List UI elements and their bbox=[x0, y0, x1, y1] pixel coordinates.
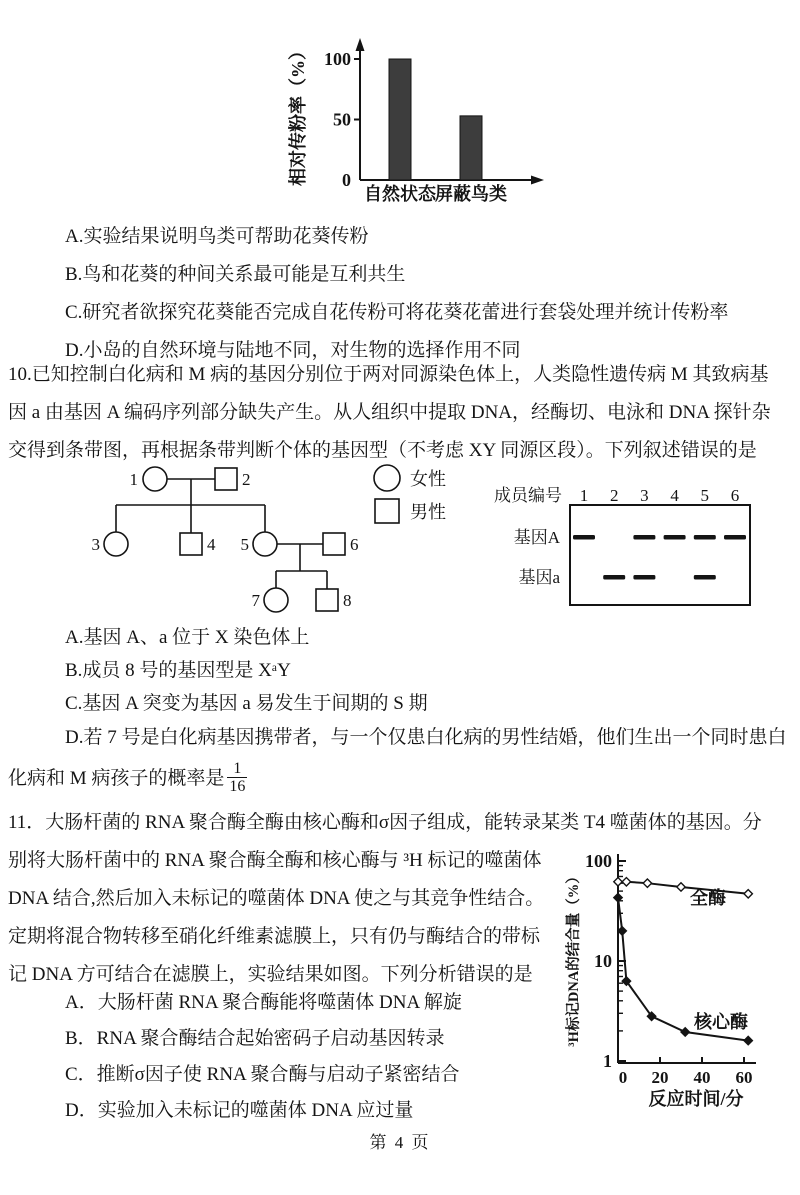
svg-text:2: 2 bbox=[242, 470, 251, 489]
y-tick-label: 100 bbox=[585, 851, 612, 871]
q10-stem-line: 因 a 由基因 A 编码序列部分缺失产生。从人组织中提取 DNA，经酶切、电泳和 DNA 探针杂 bbox=[8, 402, 771, 423]
y-axis-label: ³H标记DNA的结合量（%） bbox=[566, 869, 582, 1047]
fraction-1-16 bbox=[227, 760, 247, 796]
svg-text:4: 4 bbox=[207, 535, 216, 554]
svg-text:5: 5 bbox=[240, 535, 249, 554]
q11-stem-line: 定期将混合物转移至硝化纤维素滤膜上，只有仍与酶结合的带标 bbox=[8, 926, 541, 947]
q10-stem-line: 10.已知控制白化病和 M 病的基因分别位于两对同源染色体上，人类隐性遗传病 M 其致病基 bbox=[8, 364, 769, 385]
pedigree-member-4-male bbox=[180, 533, 202, 555]
x-category-label: 自然状态 bbox=[364, 184, 436, 204]
q10-option-d-continuation bbox=[8, 756, 794, 802]
question-10-options bbox=[8, 621, 794, 802]
q9-option-a: A.实验结果说明鸟类可帮助花葵传粉 bbox=[65, 226, 369, 247]
q9-option-b: B.鸟和花葵的种间关系最可能是互利共生 bbox=[65, 264, 406, 285]
pedigree-member-1-female bbox=[143, 467, 167, 491]
y-tick-label: 50 bbox=[333, 109, 351, 130]
filled-diamond-marker bbox=[618, 927, 626, 935]
y-tick-label: 0 bbox=[342, 170, 351, 190]
gel-band bbox=[724, 535, 746, 540]
x-axis-arrow bbox=[531, 176, 544, 185]
q11-stem-line: 别将大肠杆菌中的 RNA 聚合酶全酶和核心酶与 ³H 标记的噬菌体 bbox=[8, 850, 542, 871]
enzyme-binding-line-chart bbox=[556, 838, 800, 1114]
gel-row-label-gene-a: 基因a bbox=[518, 568, 560, 587]
gel-lane-number: 5 bbox=[700, 486, 710, 505]
svg-text:8: 8 bbox=[343, 591, 352, 610]
gel-lane-number: 3 bbox=[640, 486, 649, 505]
question-9-options bbox=[8, 218, 794, 370]
pedigree-legend bbox=[374, 465, 446, 523]
pedigree-member-6-male bbox=[323, 533, 345, 555]
q11-option-d: D．实验加入未标记的噬菌体 DNA 应过量 bbox=[65, 1100, 414, 1121]
y-tick-label: 100 bbox=[324, 49, 351, 69]
q11-stem-line: 11．大肠杆菌的 RNA 聚合酶全酶由核心酶和σ因子组成，能转录某类 T4 噬菌体的基因。分 bbox=[8, 812, 762, 833]
open-diamond-marker bbox=[622, 878, 630, 886]
gel-band-diagram bbox=[480, 478, 780, 618]
gel-row-label-gene-A: 基因A bbox=[513, 528, 560, 547]
q11-option-c: C．推断σ因子使 RNA 聚合酶与启动子紧密结合 bbox=[65, 1064, 460, 1085]
question-10-stem bbox=[8, 356, 798, 470]
svg-text:3: 3 bbox=[91, 535, 100, 554]
q10-stem-line: 交得到条带图，再根据条带判断个体的基因型（不考虑 XY 同源区段）。下列叙述错误的是 bbox=[8, 440, 757, 461]
svg-text:6: 6 bbox=[350, 535, 359, 554]
series-label-全酶: 全酶 bbox=[690, 888, 726, 908]
gel-header-label: 成员编号 bbox=[494, 486, 562, 505]
svg-text:7: 7 bbox=[251, 591, 260, 610]
question-11-options bbox=[8, 985, 556, 1129]
pedigree-diagram bbox=[80, 462, 480, 630]
pedigree-member-8-male bbox=[316, 589, 338, 611]
pedigree-member-7-female bbox=[264, 588, 288, 612]
q10-option-d-cont-text: 化病和 M 病孩子的概率是 bbox=[8, 768, 225, 789]
q9-option-c: C.研究者欲探究花葵能否完成自花传粉可将花葵花蕾进行套袋处理并统计传粉率 bbox=[65, 302, 729, 323]
pedigree-member-3-female bbox=[104, 532, 128, 556]
q10-option-a: A.基因 A、a 位于 X 染色体上 bbox=[65, 627, 310, 648]
open-diamond-marker bbox=[744, 890, 752, 898]
pedigree-member-2-male bbox=[215, 468, 237, 490]
fraction-denominator: 16 bbox=[229, 778, 246, 796]
gel-lane-number: 2 bbox=[609, 486, 619, 505]
x-tick-label: 20 bbox=[651, 1068, 669, 1087]
fraction-numerator: 1 bbox=[233, 759, 242, 777]
x-tick-label: 60 bbox=[735, 1068, 753, 1087]
legend-female-label: 女性 bbox=[410, 469, 446, 489]
page-number: 第 4 页 bbox=[369, 1133, 431, 1152]
open-diamond-marker bbox=[643, 879, 651, 887]
open-diamond-marker bbox=[614, 878, 622, 886]
legend-male-label: 男性 bbox=[410, 502, 446, 522]
gel-band bbox=[694, 575, 716, 580]
y-tick-label: 1 bbox=[603, 1051, 612, 1071]
bar-自然状态 bbox=[389, 59, 411, 180]
gel-lane-number: 4 bbox=[670, 486, 679, 505]
filled-diamond-marker bbox=[744, 1036, 752, 1044]
x-category-label: 屏蔽鸟类 bbox=[435, 184, 507, 204]
gel-lane-number: 6 bbox=[730, 486, 740, 505]
pollination-bar-chart bbox=[288, 34, 570, 222]
gel-band bbox=[573, 535, 595, 540]
pedigree-member-5-female bbox=[253, 532, 277, 556]
gel-band bbox=[633, 575, 655, 580]
q9-option-d: D.小岛的自然环境与陆地不同，对生物的选择作用不同 bbox=[65, 340, 521, 361]
gel-band bbox=[694, 535, 716, 540]
q11-stem-line: 记 DNA 方可结合在滤膜上，实验结果如图。下列分析错误的是 bbox=[8, 964, 533, 985]
legend-male-symbol bbox=[375, 499, 399, 523]
legend-female-symbol bbox=[374, 465, 400, 491]
x-axis-label: 反应时间/分 bbox=[648, 1089, 744, 1109]
q11-option-a: A．大肠杆菌 RNA 聚合酶能将噬菌体 DNA 解旋 bbox=[65, 992, 462, 1013]
gel-lane-number: 1 bbox=[579, 486, 589, 505]
gel-band bbox=[603, 575, 625, 580]
svg-text:1: 1 bbox=[129, 470, 138, 489]
gel-band bbox=[664, 535, 686, 540]
gel-band bbox=[633, 535, 655, 540]
y-axis-arrow bbox=[356, 38, 365, 51]
x-tick-label: 40 bbox=[693, 1068, 711, 1087]
filled-diamond-marker bbox=[681, 1028, 689, 1036]
pedigree-lines bbox=[116, 479, 327, 589]
q11-option-b: B．RNA 聚合酶结合起始密码子启动基因转录 bbox=[65, 1028, 445, 1049]
q11-stem-line: DNA 结合,然后加入未标记的噬菌体 DNA 使之与其竞争性结合。 bbox=[8, 888, 545, 909]
q10-option-c: C.基因 A 突变为基因 a 易发生于间期的 S 期 bbox=[65, 693, 428, 714]
q10-option-d: D.若 7 号是白化病基因携带者，与一个仅患白化病的男性结婚，他们生出一个同时患白 bbox=[65, 727, 787, 748]
y-axis-label: 相对传粉率（%） bbox=[288, 42, 308, 186]
open-diamond-marker bbox=[677, 883, 685, 891]
gel-frame bbox=[570, 505, 750, 605]
x-tick-label: 0 bbox=[618, 1068, 628, 1087]
q10-option-b: B.成员 8 号的基因型是 XᵃY bbox=[65, 660, 291, 681]
series-label-核心酶: 核心酶 bbox=[694, 1012, 748, 1032]
bar-屏蔽鸟类 bbox=[460, 116, 482, 180]
y-tick-label: 10 bbox=[594, 951, 612, 971]
